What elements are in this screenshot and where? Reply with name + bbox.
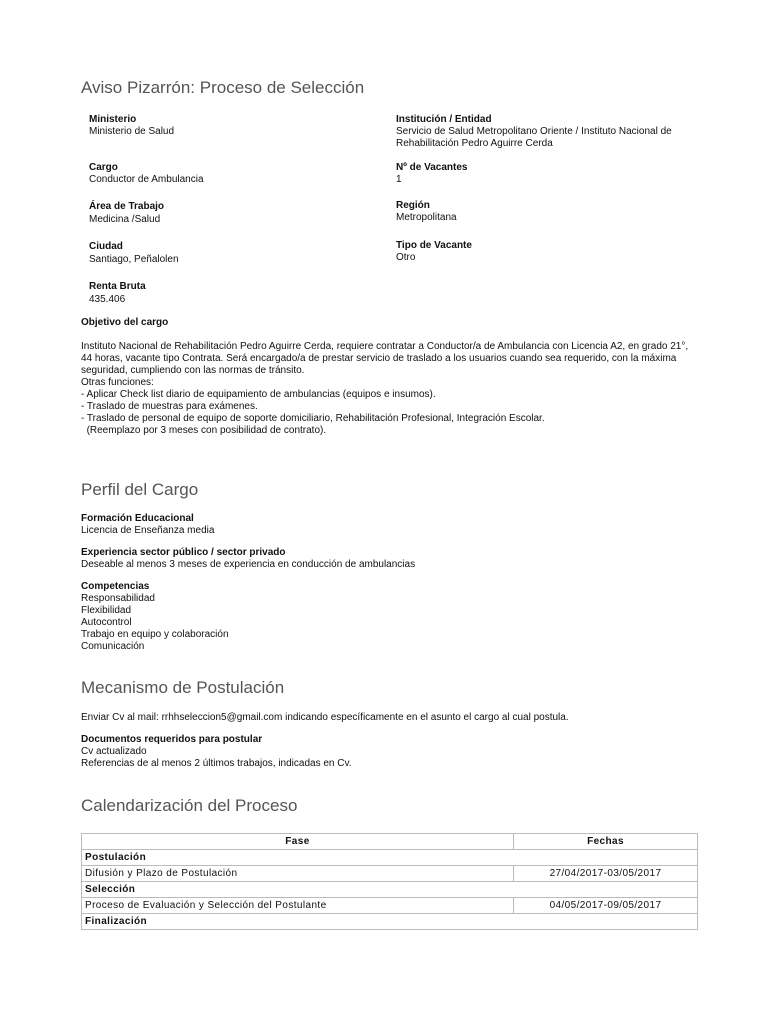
documentos-value: Cv actualizado Referencias de al menos 2 últimos trabajos, indicadas en Cv.	[81, 746, 352, 769]
formacion-label: Formación Educacional	[81, 513, 194, 524]
field-vacantes	[396, 162, 696, 186]
field-tipo	[396, 240, 696, 264]
field-value: Ministerio de Salud	[89, 126, 175, 137]
field-value: Conductor de Ambulancia	[89, 174, 204, 185]
field-area	[89, 200, 389, 226]
field-label: Región	[396, 200, 430, 211]
experiencia-value: Deseable al menos 3 meses de experiencia en conducción de ambulancias	[81, 559, 416, 570]
field-label: Ciudad	[89, 241, 123, 252]
field-ciudad	[89, 240, 389, 266]
table-row	[82, 898, 698, 914]
fecha-cell: 04/05/2017-09/05/2017	[514, 898, 698, 914]
field-value: Otro	[396, 252, 416, 263]
field-value: Santiago, Peñalolen	[89, 254, 179, 265]
field-institucion	[396, 114, 696, 150]
documentos-label: Documentos requeridos para postular	[81, 734, 263, 745]
field-label: Cargo	[89, 162, 118, 173]
field-value: 435.406	[89, 294, 126, 305]
table-row	[82, 866, 698, 882]
field-renta	[89, 280, 389, 306]
page-title: Aviso Pizarrón: Proceso de Selección	[81, 78, 365, 97]
field-value: Medicina /Salud	[89, 214, 161, 225]
field-cargo	[89, 162, 389, 186]
field-ministerio	[89, 114, 389, 138]
fase-cell: Proceso de Evaluación y Selección del Postulante	[82, 898, 514, 914]
phase-label: Postulación	[82, 850, 698, 866]
column-header-fechas: Fechas	[514, 834, 698, 850]
field-label: Tipo de Vacante	[396, 240, 472, 251]
field-value: 1	[396, 174, 402, 185]
phase-row	[82, 882, 698, 898]
experiencia-label: Experiencia sector público / sector privado	[81, 547, 286, 558]
objetivo-label: Objetivo del cargo	[81, 317, 169, 328]
field-value: Metropolitana	[396, 212, 457, 223]
section-heading-mecanismo: Mecanismo de Postulación	[81, 678, 285, 697]
field-label: Área de Trabajo	[89, 201, 165, 212]
field-label: Renta Bruta	[89, 281, 146, 292]
phase-label: Finalización	[82, 914, 698, 930]
section-heading-calendario: Calendarización del Proceso	[81, 796, 298, 815]
calendar-table	[81, 833, 698, 930]
phase-label: Selección	[82, 882, 698, 898]
column-header-fase: Fase	[82, 834, 514, 850]
field-label: Ministerio	[89, 114, 137, 125]
phase-row	[82, 914, 698, 930]
table-header-row	[82, 834, 698, 850]
field-value: Servicio de Salud Metropolitano Oriente / Instituto Nacional de Rehabilitación Pedro Aguirre Cerda	[396, 126, 672, 149]
field-label: Institución / Entidad	[396, 114, 492, 125]
fase-cell: Difusión y Plazo de Postulación	[82, 866, 514, 882]
section-heading-perfil: Perfil del Cargo	[81, 480, 199, 499]
formacion-value: Licencia de Enseñanza media	[81, 525, 215, 536]
competencias-label: Competencias	[81, 581, 150, 592]
field-label: Nº de Vacantes	[396, 162, 468, 173]
competencias-value: Responsabilidad Flexibilidad Autocontrol Trabajo en equipo y colaboración Comunicación	[81, 593, 229, 652]
fecha-cell: 27/04/2017-03/05/2017	[514, 866, 698, 882]
mecanismo-text: Enviar Cv al mail: rrhhseleccion5@gmail.com indicando específicamente en el asunto el cargo al cual postula.	[81, 712, 569, 723]
objetivo-text: Instituto Nacional de Rehabilitación Pedro Aguirre Cerda, requiere contratar a Conductor/a de Ambulancia con Licencia A2, en grado 21°, 44 horas, vacante tipo Contrata. Será encargado/a de prestar servicio de traslado a los usuarios cuando sea requerido, con la máxima seguridad, cumpliendo con las normas de tránsito. Otras funciones: - Aplicar Check list diario de equipamiento de ambulancias (equipos e insumos). - Traslado de muestras para exámenes. - Traslado de personal de equipo de soporte domiciliario, Rehabilitación Profesional, Integración Escolar. (Reemplazo por 3 meses con posibilidad de contrato).	[81, 341, 689, 436]
field-region	[396, 200, 696, 224]
phase-row	[82, 850, 698, 866]
